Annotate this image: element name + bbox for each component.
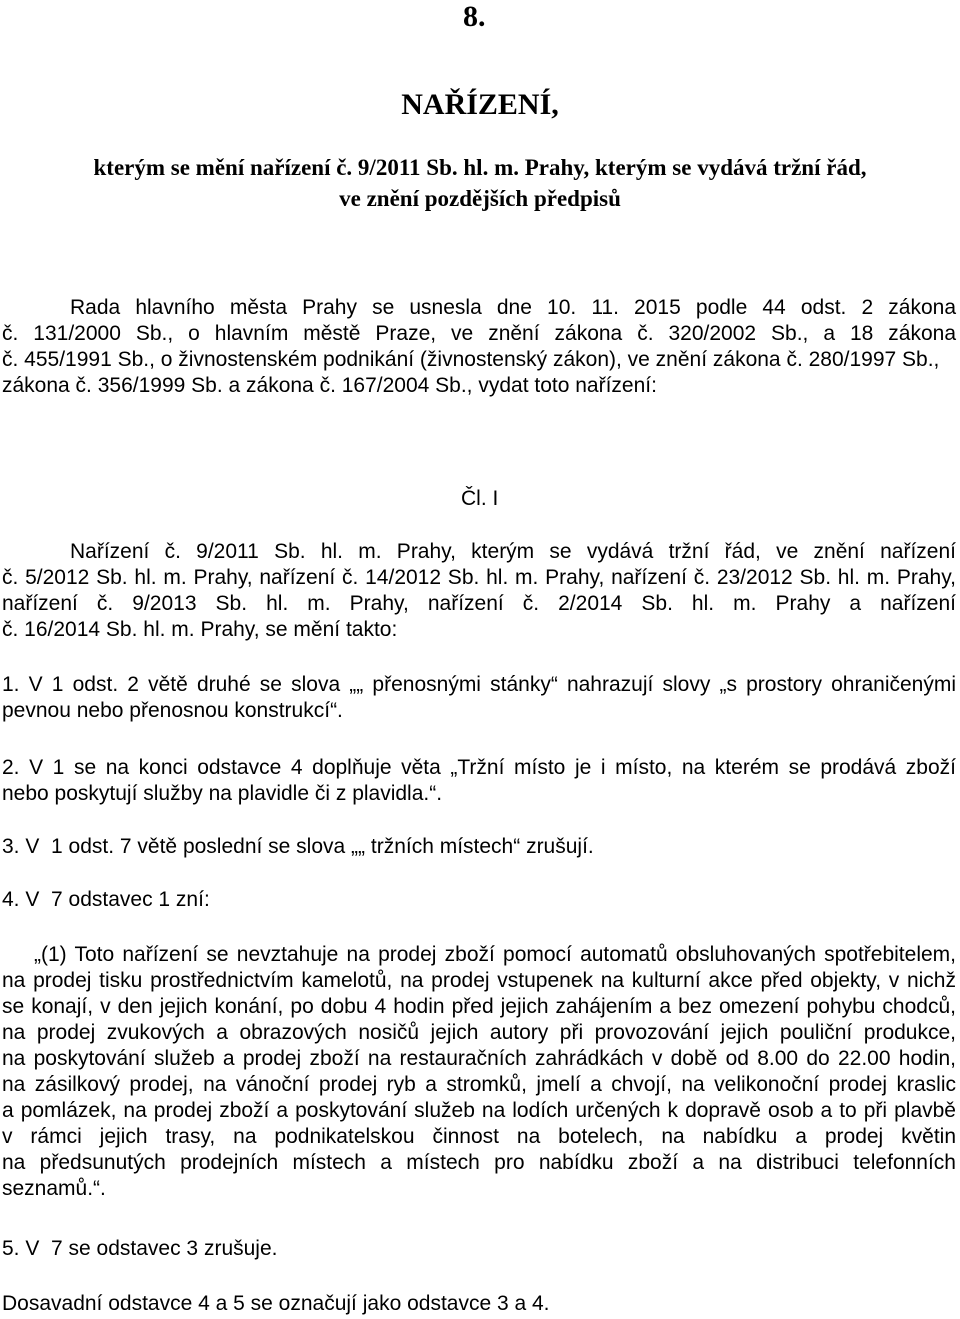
amendment-item-1-line: 1. V 1 odst. 2 větě druhé se slova „„ přenosnými stánky“ nahrazují slovy „s prostory ohraničenými [2,673,956,696]
preamble-line: č. 131/2000 Sb., o hlavním městě Praze, ve znění zákona č. 320/2002 Sb., a 18 zákona [2,322,956,345]
quoted-paragraph-line: na zásilkový prodej, na vánoční prodej ryb a stromků, jmelí a chvojí, na velikonoční prodej kraslic [2,1073,956,1096]
document-subtitle-line-1: kterým se mění nařízení č. 9/2011 Sb. hl. m. Prahy, kterým se vydává tržní řád, [93,155,867,180]
amendment-item-4: 4. V 7 odstavec 1 zní: [2,888,210,911]
amendment-item-3: 3. V 1 odst. 7 větě poslední se slova „„ tržních místech“ zrušují. [2,835,594,858]
amendment-item-5: 5. V 7 se odstavec 3 zrušuje. [2,1237,278,1260]
amendment-item-2-line: 2. V 1 se na konci odstavce 4 doplňuje věta „Tržní místo je i místo, na kterém se prodává zboží [2,756,956,779]
quoted-paragraph-line: seznamů.“. [2,1177,106,1200]
quoted-paragraph-line: a pomlázek, na prodej zboží a poskytování služeb na lodích určených k dopravě osob a to při plavbě [2,1099,956,1122]
document-subtitle-line-2: ve znění pozdějších předpisů [339,186,621,211]
regulation-number: 8. [463,0,486,33]
article-heading: Čl. I [461,487,499,510]
quoted-paragraph-line: se konají, v den jejich konání, po dobu 4 hodin před jejich zahájením a bez omezení pohybu chodců, [2,995,956,1018]
amendment-item-1-line: pevnou nebo přenosnou konstrukcí“. [2,699,343,722]
quoted-paragraph-line: na poskytování služeb a prodej zboží na restauračních zahrádkách v době od 8.00 do 22.00 hodin, [2,1047,956,1070]
preamble-line: č. 455/1991 Sb., o živnostenském podnikání (živnostenský zákon), ve znění zákona č. 280/1997 Sb., [2,348,940,371]
preamble-line: zákona č. 356/1999 Sb. a zákona č. 167/2004 Sb., vydat toto nařízení: [2,374,657,397]
quoted-paragraph-line: na prodej zvukových a obrazových nosičů jejich autory při provozování jejich pouliční produkce, [2,1021,956,1044]
amendment-item-2-line: nebo poskytují služby na plavidle či z plavidla.“. [2,782,443,805]
quoted-paragraph-line: na předsunutých prodejních místech a místech pro nabídku zboží a na distribuci telefonních [2,1151,956,1174]
article-intro-line: č. 5/2012 Sb. hl. m. Prahy, nařízení č. 14/2012 Sb. hl. m. Prahy, nařízení č. 23/2012 Sb. hl. m. Prahy, [2,566,956,589]
document-title: NAŘÍZENÍ, [401,88,559,121]
article-intro-line: č. 16/2014 Sb. hl. m. Prahy, se mění takto: [2,618,398,641]
quoted-paragraph-line: v rámci jejich trasy, na podnikatelskou činnost na botelech, na nabídku a prodej květin [2,1125,956,1148]
closing-sentence: Dosavadní odstavce 4 a 5 se označují jako odstavce 3 a 4. [2,1292,550,1315]
quoted-paragraph-line: „(1) Toto nařízení se nevztahuje na prodej zboží pomocí automatů obsluhovaných spotřebitelem, [34,943,956,966]
preamble-line: Rada hlavního města Prahy se usnesla dne 10. 11. 2015 podle 44 odst. 2 zákona [70,296,956,319]
quoted-paragraph-line: na prodej tisku prostřednictvím kamelotů, na prodej vstupenek na kulturní akce před objekty, v nichž [2,969,956,992]
article-intro-line: Nařízení č. 9/2011 Sb. hl. m. Prahy, kterým se vydává tržní řád, ve znění nařízení [70,540,956,563]
article-intro-line: nařízení č. 9/2013 Sb. hl. m. Prahy, nařízení č. 2/2014 Sb. hl. m. Prahy a nařízení [2,592,956,615]
